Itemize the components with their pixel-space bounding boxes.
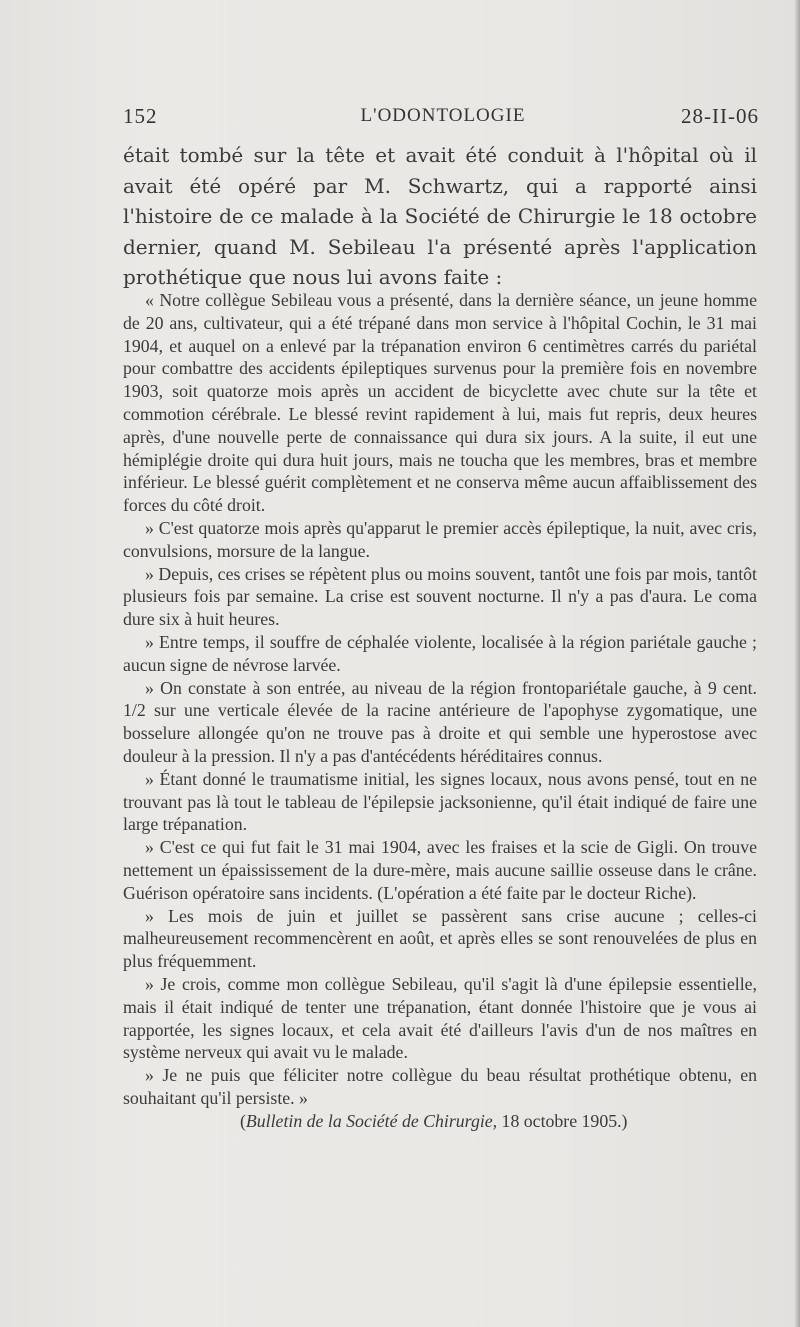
issue-date: 28-II-06 bbox=[681, 104, 759, 128]
quote-paragraph: » C'est ce qui fut fait le 31 mai 1904, avec les fraises et la scie de Gigli. On trouve nettement un épaississement de la dure-mère, mais aucune saillie osseuse dans le crâne. Guérison opératoire sans incidents. (L'opération a été faite par le docteur Riche). bbox=[123, 837, 757, 903]
citation-open: ( bbox=[240, 1110, 246, 1131]
quote-paragraph: » Étant donné le traumatisme initial, les signes locaux, nous avons pensé, tout en ne trouvant pas là tout le tableau de l'épilepsie jacksonienne, qu'il était indiqué de faire une large trépanation. bbox=[123, 768, 757, 835]
page-edge-shadow bbox=[794, 0, 800, 1327]
intro-paragraph: était tombé sur la tête et avait été conduit à l'hôpital où il avait été opéré par M. Schwartz, qui a rapporté ainsi l'histoire de ce malade à la Société de Chirurgie le 18 octobre dernier, quand M. Sebileau l'a présenté après l'application prothétique que nous lui avons faite : bbox=[123, 143, 757, 289]
quote-paragraph: » C'est quatorze mois après qu'apparut le premier accès épileptique, la nuit, avec cris, convulsions, morsure de la langue. bbox=[123, 517, 757, 561]
page-number: 152 bbox=[123, 104, 158, 128]
quote-paragraph: » Depuis, ces crises se répètent plus ou moins souvent, tantôt une fois par mois, tantôt plusieurs fois par semaine. La crise est souvent nocturne. Il n'y a pas d'aura. Le coma dure six à huit heures. bbox=[123, 563, 757, 630]
citation-date: 18 octobre 1905.) bbox=[497, 1110, 628, 1131]
journal-title: L'ODONTOLOGIE bbox=[360, 105, 526, 126]
running-header bbox=[123, 104, 763, 132]
citation-source: Bulletin de la Société de Chirurgie, bbox=[245, 1110, 498, 1131]
quote-paragraph: « Notre collègue Sebileau vous a présenté, dans la dernière séance, un jeune homme de 20 ans, cultivateur, qui a été trépané dans mon service à l'hôpital Cochin, le 31 mai 1904, et auquel on a enlevé par la trépanation environ 6 centimètres carrés du pariétal pour combattre des accidents épileptiques survenus pour la première fois en novembre 1903, soit quatorze mois après un accident de bicyclette avec chute sur la tête et commotion cérébrale. Le blessé revint rapidement à lui, mais fut repris, deux heures après, d'une nouvelle perte de connaissance qui dura six jours. A la suite, il eut une hémiplégie droite qui dura huit jours, mais ne toucha que les membres, bras et membre inférieur. Le blessé guérit complètement et ne conserva même aucun affaiblissement des forces du côté droit. bbox=[123, 290, 757, 516]
quote-paragraph: » Je crois, comme mon collègue Sebileau, qu'il s'agit là d'une épilepsie essentielle, mais il était indiqué de tenter une trépanation, étant donnée l'histoire que je vous ai rapportée, les signes locaux, et cela avait été d'ailleurs l'avis d'un de nos maîtres en système nerveux qui avait vu le malade. bbox=[123, 973, 757, 1063]
quote-paragraph: » On constate à son entrée, au niveau de la région frontopariétale gauche, à 9 cent. 1/2 sur une verticale élevée de la racine antérieure de l'apophyse zygomatique, une bosselure allongée qu'on ne trouve pas à droite et qui semble une hyperostose avec douleur à la pression. Il n'y a pas d'antécédents héréditaires connus. bbox=[123, 677, 757, 766]
citation bbox=[123, 1110, 757, 1133]
quote-paragraph: » Entre temps, il souffre de céphalée violente, localisée à la région pariétale gauche ; aucun signe de névrose larvée. bbox=[123, 631, 757, 675]
quote-paragraph: » Je ne puis que féliciter notre collègue du beau résultat prothétique obtenu, en souhaitant qu'il persiste. » bbox=[123, 1065, 757, 1108]
quoted-report bbox=[123, 289, 757, 1132]
quote-paragraph: » Les mois de juin et juillet se passèrent sans crise aucune ; celles-ci malheureusement recommencèrent en août, et après elles se sont renouvelées de plus en plus fréquemment. bbox=[123, 905, 757, 972]
